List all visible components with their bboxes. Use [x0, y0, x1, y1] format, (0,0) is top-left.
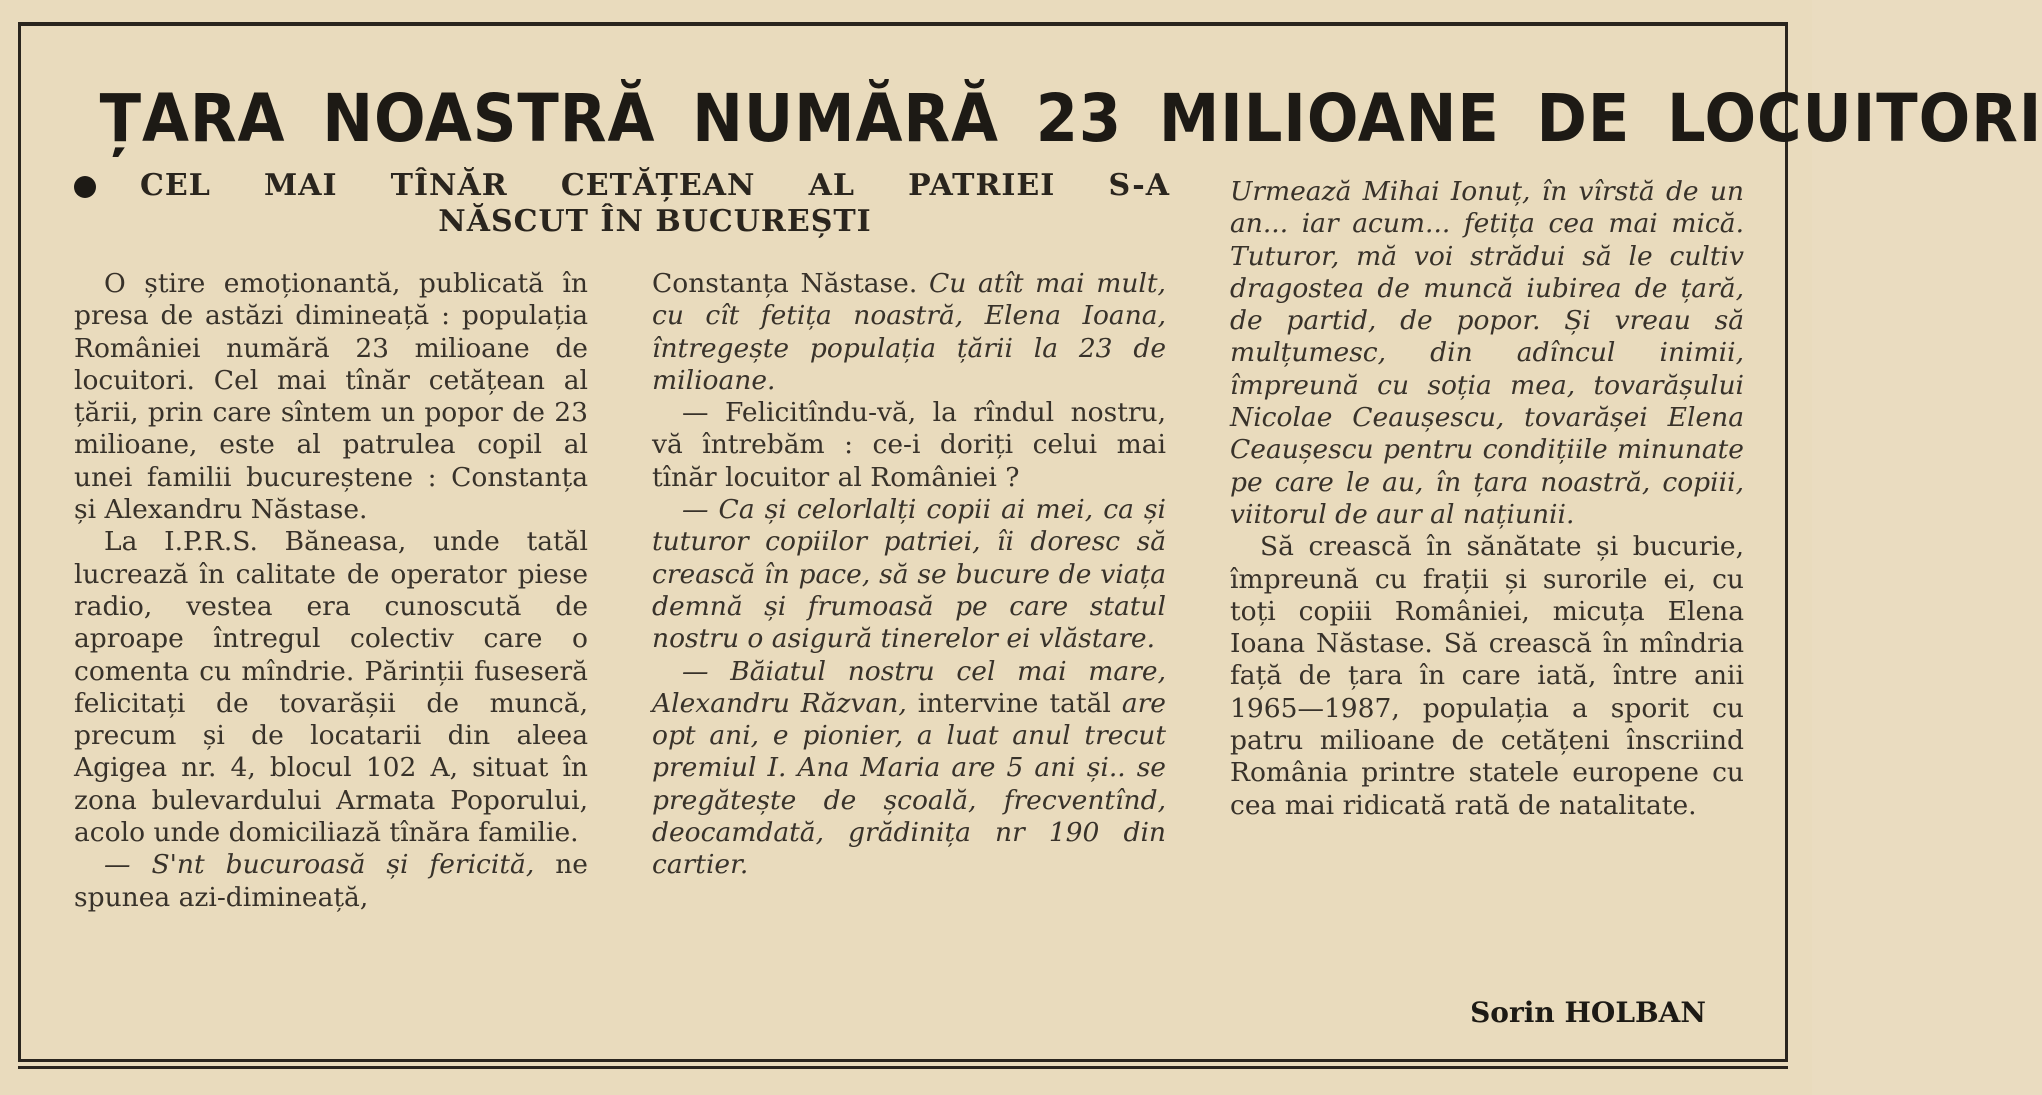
paragraph [652, 268, 1166, 397]
quote-text: — Băiatul nostru cel mai mare, Alexandru Răzvan, [652, 655, 1166, 719]
quote-text: are opt ani, e pionier, a luat anul trecut premiul I. Ana Maria are 5 ani și.. se pregătește de școală, frecventînd, deocamdată, grădinița nr 190 din cartier. [652, 687, 1166, 881]
paragraph: — Felicitîndu-vă, la rîndul nostru, vă întrebăm : ce-i doriți celui mai tînăr locuitor al României ? [652, 397, 1166, 493]
paragraph [652, 656, 1166, 882]
paragraph: Să crească în sănătate și bucurie, împreună cu frații și surorile ei, cu toți copiii României, micuța Elena Ioana Năstase. Să crească în mîndria față de țara în care iată, între anii 1965—1987, populația a sporit cu patru milioane de cetățeni înscriind România printre statele europene cu cea mai ridicată rată de natalitate. [1230, 531, 1744, 821]
subhead-line-1: CEL MAI TÎNĂR CETĂȚEAN AL PATRIEI S-A [140, 168, 1170, 203]
bullet-icon [74, 176, 96, 198]
paragraph: La I.P.R.S. Băneasa, unde tatăl lucrează în calitate de operator piese radio, vestea era cunoscută de aproape întregul colectiv care o comenta cu mîndrie. Părinții fuseseră felicitați de tovarășii de muncă, precum și de locatarii din aleea Agigea nr. 4, blocul 102 A, situat în zona bulevardului Armata Poporului, acolo unde domiciliază tînăra familie. [74, 526, 588, 849]
paragraph: — Ca și celorlalți copii ai mei, ca și tuturor copiilor patriei, îi doresc să crească în pace, să se bucure de viața demnă și frumoasă pe care statul nostru o asigură tinerelor ei vlăstare. [652, 494, 1166, 655]
subheadline [140, 168, 1170, 240]
paragraph-text: intervine tatăl [917, 687, 1111, 719]
author-byline: Sorin HOLBAN [1470, 996, 1706, 1029]
quote-text: Cu atît mai mult, cu cît fetița noastră, Elena Ioana, întregește populația țării la 23 de milioane. [652, 268, 1166, 396]
paragraph: O știre emoționantă, publicată în presa de astăzi dimineață : populația României numără 23 milioane de locuitori. Cel mai tînăr cetățean al țării, prin care sîntem un popor de 23 milioane, este al patrulea copil al unei familii bucureștene : Constanța și Alexandru Năstase. [74, 268, 588, 526]
column-2 [652, 268, 1166, 882]
paragraph-text: ne spunea azi-dimineață, [74, 849, 588, 913]
column-3 [1230, 176, 1744, 822]
subhead-line-2: NĂSCUT ÎN BUCUREȘTI [438, 204, 872, 239]
paragraph: Urmează Mihai Ionuț, în vîrstă de un an... iar acum... fetița cea mai mică. Tuturor, mă voi strădui să le cultiv dragostea de muncă iubirea de țară, de partid, de popor. Și vreau să mulțumesc, din adîncul inimii, împreună cu soția mea, tovarășului Nicolae Ceaușescu, tovarășei Elena Ceaușescu pentru condițiile minunate pe care le au, în țara noastră, copiii, viitorul de aur al națiunii. [1230, 176, 1744, 530]
column-1 [74, 268, 588, 914]
paragraph-text: Constanța Năstase. [652, 268, 918, 299]
frame-bottom-rule [18, 1066, 1788, 1069]
paragraph [74, 849, 588, 914]
quote-text: — S'nt bucuroasă și fericită, [104, 849, 535, 881]
headline: ȚARA NOASTRĂ NUMĂRĂ 23 MILIOANE DE LOCUITORI [99, 80, 2042, 157]
